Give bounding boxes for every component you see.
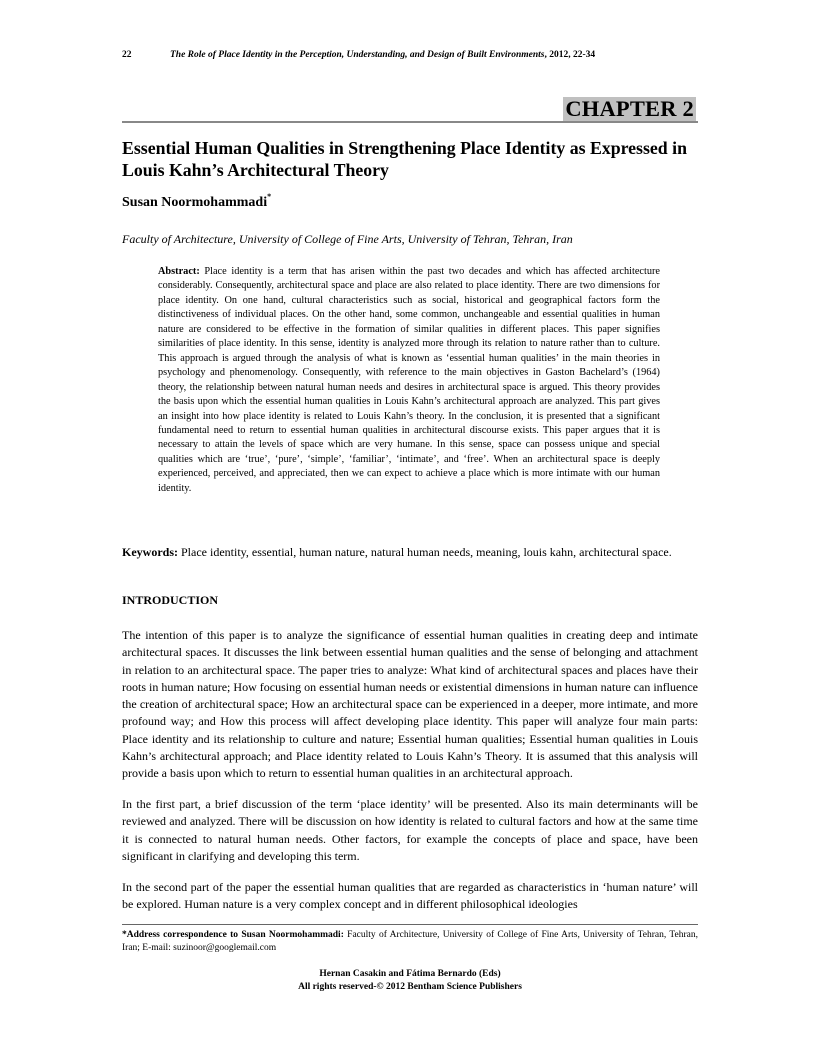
page-footer — [122, 968, 698, 994]
abstract-label: Abstract: — [158, 266, 200, 277]
book-title — [170, 50, 595, 60]
editors-line: Hernan Casakin and Fátima Bernardo (Eds) — [319, 969, 501, 979]
footnote-label: *Address correspondence to Susan Noormohammadi: — [122, 930, 344, 940]
page-number: 22 — [122, 50, 132, 60]
keywords-text: Place identity, essential, human nature, natural human needs, meaning, louis kahn, architectural space. — [178, 545, 672, 559]
footnote-rule — [122, 924, 698, 925]
abstract-text: Place identity is a term that has arisen within the past two decades and which has affected architecture considerably. Consequently, architectural space and place are also related to place identity. There are two dimensions for place identity. On one hand, cultural characteristics such as social, historical and geographical factors form the distinctiveness of individual places. On the other hand, some common, unchangeable and essential qualities in human nature are considered to be effective in the formation of similar qualities in different places. This paper signifies similarities of place identity. In this sense, identity is analyzed more through its relation to nature rather than to culture. This approach is argued through the analysis of what is known as ‘essential human qualities’ in the main theories in psychology and phenomenology. Consequently, with reference to the main objectives in Gaston Bachelard’s (1964) theory, the relationship between natural human needs and desires in architectural space is argued. This theory provides the basis upon which the essential human qualities in Louis Kahn’s architectural approach are analyzed. This part gives an insight into how place identity is related to Louis Kahn’s theory. In the conclusion, it is presented that a significant fundamental need to return to essential human qualities in architectural discourse exists. This paper argues that it is necessary to attain the levels of space which are very humane. In this sense, space can possess unique and special qualities which are ‘true’, ‘pure’, ‘simple’, ‘familiar’, ‘intimate’, and ‘free’. When an architectural space is deeply experienced, perceived, and appreciated, then we can expect to achieve a place which is more intimate with our human identity. — [158, 266, 660, 494]
abstract — [158, 265, 660, 496]
book-title-text: The Role of Place Identity in the Perception, Understanding, and Design of Built Environments — [170, 50, 545, 60]
author-text: Susan Noormohammadi — [122, 195, 268, 210]
copyright-line: All rights reserved-© 2012 Bentham Science Publishers — [298, 982, 522, 992]
article-title: Essential Human Qualities in Strengthening Place Identity as Expressed in Louis Kahn’s Architectural Theory — [122, 138, 687, 180]
author-affiliation: Faculty of Architecture, University of College of Fine Arts, University of Tehran, Tehran, Iran — [122, 232, 573, 246]
chapter-label: CHAPTER 2 — [565, 96, 694, 121]
body-paragraph: The intention of this paper is to analyze the significance of essential human qualities in creating deep and intimate architectural spaces. It discusses the link between essential human qualities and the sense of belonging and attachment in relation to an architectural space. The paper tries to analyze: What kind of architectural spaces and places have their roots in human nature; How focusing on essential human needs or existential dimensions in human nature can influence the creation of architectural space; How an architectural space can be experienced in a deeper, more intimate, and more profound way; and How this process will affect developing place identity. This paper will analyze four main parts: Place identity and its relationship to culture and nature; Essential human qualities; Essential human qualities in Louis Kahn’s architectural approach; and Place identity related to Louis Kahn’s Theory. It is assumed that this analysis will provide a basis upon which to return to essential human qualities in an architectural approach. — [122, 628, 698, 781]
keywords — [122, 544, 698, 561]
year-pages: , 2012, 22-34 — [544, 50, 596, 60]
body-paragraph: In the second part of the paper the essential human qualities that are regarded as characteristics in ‘human nature’ will be explored. Human nature is a very complex concept and in different philosophical ideologies — [122, 880, 698, 912]
footnote-text: Faculty of Architecture, University of College of Fine Arts, University of Tehran, Tehran, Iran; E-mail: suzinoor@googlemail.com — [122, 930, 698, 953]
author-footnote-mark: * — [267, 192, 272, 201]
author-name — [122, 192, 272, 211]
correspondence-footnote — [122, 929, 698, 955]
body-paragraph: In the first part, a brief discussion of the term ‘place identity’ will be presented. Also its main determinants will be reviewed and analyzed. There will be discussion on how identity is related to cultural factors and how at the same time it is connected to natural human needs. Other factors, for example the concepts of place and space, have been significant in clarifying and developing this term. — [122, 797, 698, 863]
header-rule — [122, 121, 698, 123]
section-heading-introduction: INTRODUCTION — [122, 593, 219, 607]
keywords-label: Keywords: — [122, 545, 178, 559]
